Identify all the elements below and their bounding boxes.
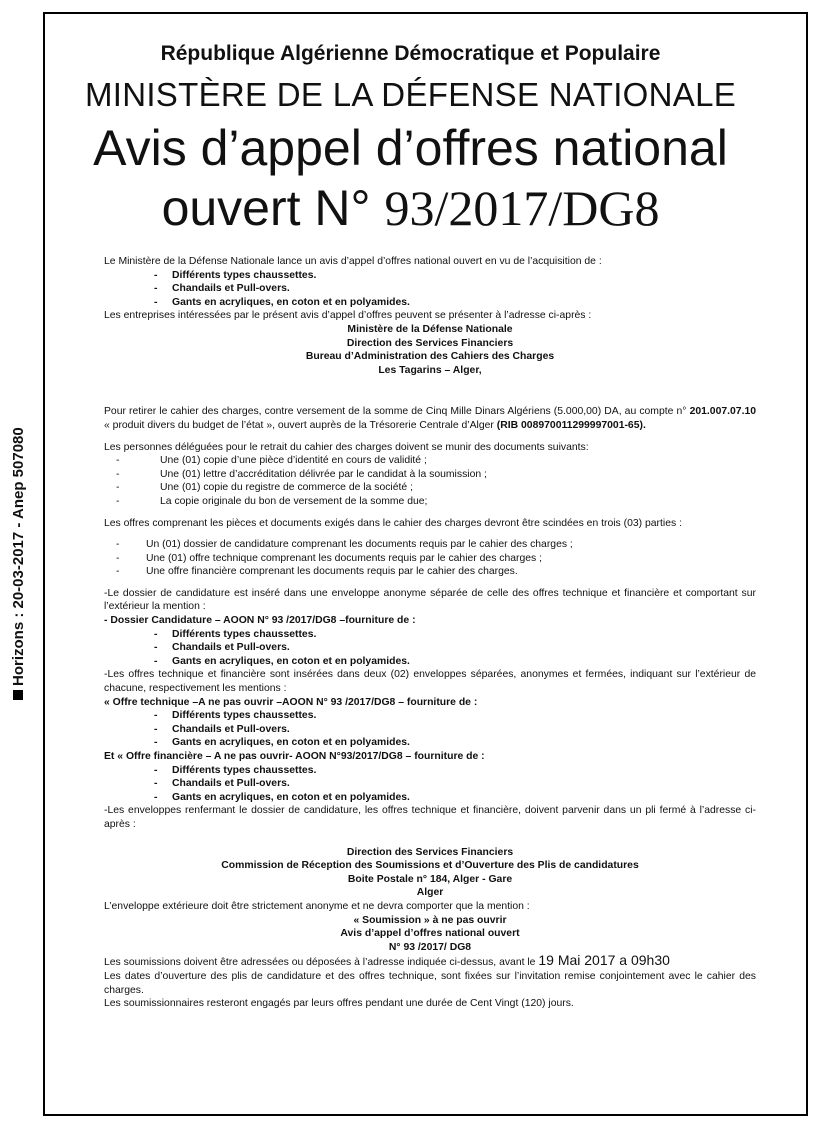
square-icon [13, 690, 23, 700]
list-item: - Une (01) copie du registre de commerce de la société ; [116, 482, 413, 494]
list-item: - Une (01) offre technique comprenant les documents requis par le cahier des charges ; [116, 552, 543, 564]
fin-mention: Et « Offre financière – A ne pas ouvrir- AOON N°93/2017/DG8 – fourniture de : [104, 751, 485, 762]
side-label: Horizons : 20-03-2017 - Anep 507080 [10, 427, 27, 700]
title-line-1: Avis d’appel d’offres national [93, 120, 728, 176]
final-address-line: Commission de Réception des Soumissions et d’Ouverture des Plis de candidatures [221, 860, 639, 872]
list-item: - Différents types chaussettes. [154, 269, 317, 281]
list-item: - Chandails et Pull-overs. [154, 778, 290, 790]
list-item: - Différents types chaussettes. [154, 710, 317, 722]
final-address-line: Direction des Services Financiers [346, 846, 514, 858]
list-item: - Gants en acryliques, en coton et en polyamides. [154, 791, 410, 803]
address-intro: Les entreprises intéressées par le présent avis d’appel d’offres peuvent se présenter à l’adresse ci-après : [104, 310, 592, 322]
list-item: - Chandails et Pull-overs. [154, 283, 290, 295]
outer-text: L’enveloppe extérieure doit être strictement anonyme et ne devra comporter que la mention : [104, 900, 530, 912]
dossier-mention: - Dossier Candidature – AOON N° 93 /2017/DG8 –fourniture de : [104, 615, 416, 627]
delegates-intro: Les personnes déléguées pour le retrait du cahier des charges doivent se munir des documents suivants: [104, 441, 589, 453]
validity-text: Les soumissionnaires resteront engagés par leurs offres pendant une durée de Cent Vingt (120) jours. [104, 998, 574, 1010]
list-item: - Gants en acryliques, en coton et en polyamides. [154, 737, 410, 749]
ministry-heading: MINISTÈRE DE LA DÉFENSE NATIONALE [84, 76, 737, 113]
deadline-text: Les soumissions doivent être adressées ou déposées à l’adresse indiquée ci-dessus, avant le 19 Mai 2017 a 09h30 [104, 952, 670, 969]
list-item: - Gants en acryliques, en coton et en polyamides. [154, 296, 410, 308]
notice-title [0, 118, 821, 238]
outer-mention: « Soumission » à ne pas ouvrir [353, 914, 507, 926]
list-item: - Une (01) copie d’une pièce d’identité en cours de validité ; [116, 455, 427, 467]
list-item: - Une offre financière comprenant les documents requis par le cahier des charges. [116, 566, 518, 578]
opening-text: Les dates d’ouverture des plis de candidature et des offres technique, sont fixées sur l’invitation remise conjointement avec le cahier des charges. [104, 970, 756, 996]
intro-text: Le Ministère de la Défense Nationale lance un avis d’appel d’offres national ouvert en vu de l’acquisition de : [104, 256, 602, 267]
address-line: Bureau d’Administration des Cahiers des Charges [305, 351, 555, 363]
outer-mention: Avis d’appel d’offres national ouvert [340, 928, 520, 940]
deadline-date: 19 Mai 2017 a 09h30 [538, 952, 670, 969]
list-item: - Un (01) dossier de candidature comprenant les documents requis par le cahier des charges ; [116, 539, 573, 551]
address-line: Direction des Services Financiers [346, 337, 514, 349]
list-item: - Chandails et Pull-overs. [154, 723, 290, 735]
dossier-text: -Le dossier de candidature est inséré dans une enveloppe anonyme séparée de celle des offres technique et financière et comportant sur l’extérieur la mention : [104, 587, 756, 613]
title-line-2: ouvert N° 93/2017/DG8 [161, 180, 660, 236]
tech-mention: « Offre technique –A ne pas ouvrir –AOON N° 93 /2017/DG8 – fourniture de : [104, 696, 478, 708]
list-item: - Chandails et Pull-overs. [154, 642, 290, 654]
address-line: Les Tagarins – Alger, [378, 364, 482, 376]
outer-mention: N° 93 /2017/ DG8 [388, 941, 472, 953]
list-item: - Différents types chaussettes. [154, 628, 317, 640]
list-item: - La copie originale du bon de versement de la somme due; [116, 495, 428, 507]
list-item: - Gants en acryliques, en coton et en polyamides. [154, 655, 410, 667]
retrieve-text: Pour retirer le cahier des charges, contre versement de la somme de Cinq Mille Dinars Algériens (5.000,00) DA, au compte n° 201.007.07.10 « produit divers du budget de l’état », ouvert auprès de la Trésorerie Centrale d’Alger (RIB 008970011299997001-65). [104, 406, 757, 431]
envelopes-text: -Les enveloppes renfermant le dossier de candidature, les offres technique et financière, doivent parvenir dans un pli fermé à l’adresse ci-après : [104, 805, 756, 830]
tech-fin-text: -Les offres technique et financière sont insérées dans deux (02) enveloppes séparées, anonymes et fermées, indiquant sur l’extérieur de chacune, respectivement les mentions : [104, 669, 756, 695]
notice-body [104, 255, 756, 1011]
list-item: - Différents types chaussettes. [154, 764, 317, 776]
list-item: - Une (01) lettre d’accréditation délivrée par le candidat à la soumission ; [116, 468, 487, 480]
final-address-line: Alger [416, 887, 444, 899]
offers-intro: Les offres comprenant les pièces et documents exigés dans le cahier des charges devront être scindées en trois (03) parties : [104, 517, 682, 529]
republic-heading: République Algérienne Démocratique et Populaire [160, 42, 661, 65]
final-address-line: Boite Postale n° 184, Alger - Gare [347, 873, 513, 885]
address-line: Ministère de la Défense Nationale [347, 323, 513, 335]
